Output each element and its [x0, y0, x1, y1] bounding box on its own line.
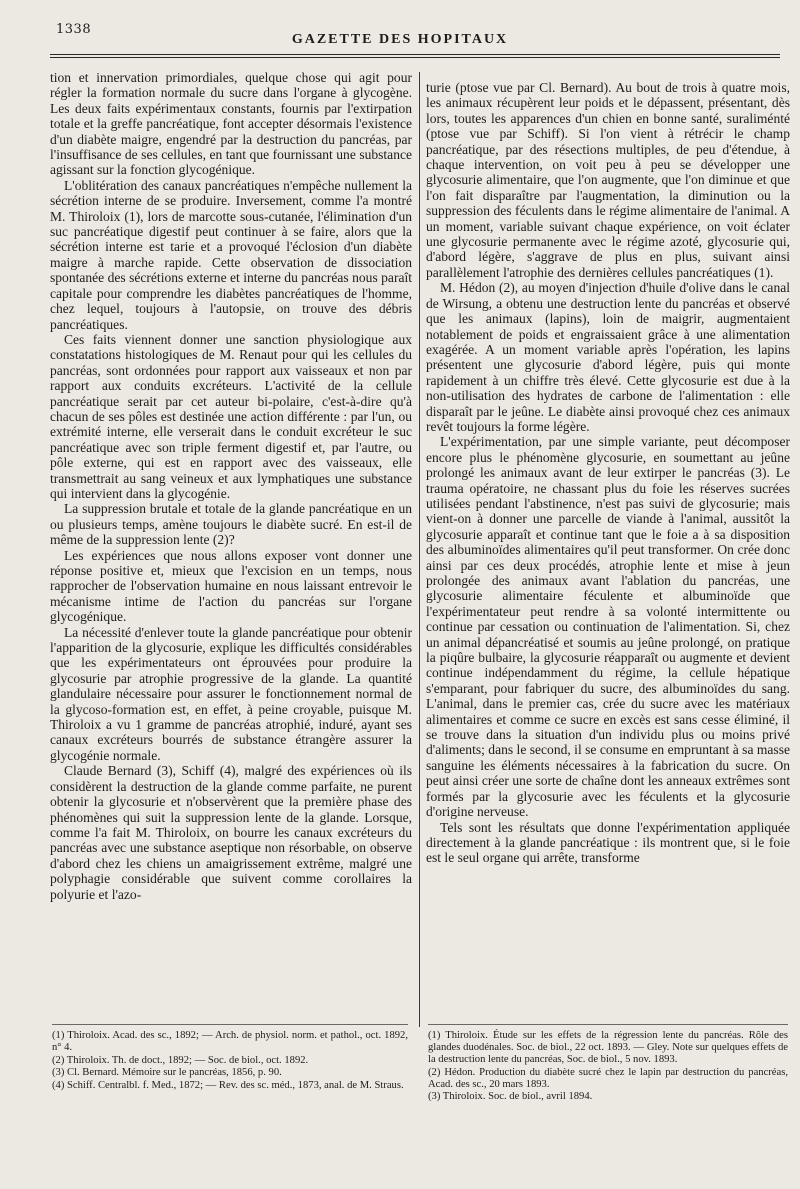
running-title: GAZETTE DES HOPITAUX: [291, 32, 509, 47]
paragraph: Claude Bernard (3), Schiff (4), malgré des expériences où ils considèrent la destruction de la glande comme parfaite, ne purent obtenir la glycosurie et n'observèrent que la première phase des phénomènes qui suit la suppression lente de la glande. Lorsque, comme l'a fait M. Thiroloix, on bourre les canaux excréteurs du pancréas avec une substance aseptique non résorbable, on observe d'abord chez les chiens un amaigrissement extrême, malgré une polyphagie considérable que suivent comme corollaires la polyurie et l'azo-: [50, 763, 412, 902]
paragraph: Les expériences que nous allons exposer vont donner une réponse positive et, mieux que l'excision en un temps, nous rapprocher de l'observation humaine en nous laissant entrevoir le mécanisme intime de l'action du pancréas sur l'organe glycogénique.: [50, 547, 412, 625]
paragraph: Ces faits viennent donner une sanction physiologique aux constatations histologiques de M. Renaut pour qui les cellules du pancréas, sont ordonnées pour rapport aux vaisseaux et non par rapport aux conduits excréteurs. L'activité de la cellule pancréatique serait par cet auteur bi-polaire, c'est-à-dire qu'à chacun de ses pôles est destinée une action différente : par l'un, ou extrémité interne, elle verserait dans le conduit excréteur le suc pancréatique avec son triple ferment digestif et, par l'autre, ou pôle externe, qui est en rapport avec des vaisseaux, elle transmettrait au sang veineux et aux lymphatiques une substance qui intervient dans la glycogénie.: [50, 331, 412, 501]
paragraph: Tels sont les résultats que donne l'expérimentation appliquée directement à la glande pancréatique : ils montrent que, si le foie est le seul organe qui arrête, transforme: [426, 819, 790, 866]
left-column: [50, 70, 412, 902]
footnote: (4) Schiff. Centralbl. f. Med., 1872; — Rev. des sc. méd., 1873, anal. de M. Straus.: [52, 1079, 404, 1091]
right-column: [426, 80, 790, 866]
paragraph: tion et innervation primordiales, quelque chose qui agit pour régler la formation normale du sucre dans l'organe à glycogène. Les deux faits expérimentaux constants, fournis par l'extirpation totale et la greffe pancréatique, font accepter désormais l'existence d'un diabète maigre, engendré par la destruction du pancréas, par l'insuffisance de ses cellules, en tant que fournissant une substance agissant sur la fonction glycogénique.: [50, 70, 412, 178]
footnote: (1) Thiroloix. Acad. des sc., 1892; — Arch. de physiol. norm. et pathol., oct. 1892, n° 4.: [52, 1030, 408, 1053]
footnote: (1) Thiroloix. Étude sur les effets de la régression lente du pancréas. Rôle des glandes duodénales. Soc. de biol., 22 oct. 1893. — Gley. Note sur quelques effets de la destruction lente du pancréas, Soc. de biol., 5 nov. 1893.: [428, 1030, 788, 1065]
header-rule: [50, 54, 780, 55]
left-footnotes: [52, 1030, 408, 1092]
paragraph: La nécessité d'enlever toute la glande pancréatique pour obtenir l'apparition de la glycosurie, explique les difficultés considérables que les expérimentateurs ont éprouvées pour produire la glycosurie par atrophie progressive de la glande. La quantité glandulaire nécessaire pour assurer le fonctionnement normal de la glycoso-formation est, en effet, à peine croyable, puisque M. Thiroloix a vu 1 gramme de pancréas atrophié, induré, ayant ses canaux excréteurs bourrés de substance étrangère assurer la glycogénie normale.: [50, 624, 412, 763]
paragraph: turie (ptose vue par Cl. Bernard). Au bout de trois à quatre mois, les animaux récupèrent leur poids et le dépassent, présentant, dès lors, toutes les apparences d'un chien en bonne santé, suraliménté (ptose vue par Schiff). Si l'on vient à rétrécir le champ pancréatique, par des résections multiples, de peu d'étendue, à chaque intervention, on voit peu à peu se développer une glycosurie alimentaire, que l'on augmente, que l'on diminue et que l'on fait disparaître par l'augmentation, la diminution ou la suppression des féculents dans le régime alimentaire de l'animal. A un moment, variable suivant chaque expérience, on voit éclater une glycosurie permanente avec le régime azoté, glycosurie qui, d'abord légère, s'aggrave de plus en plus, suivant ainsi parallèlement l'atrophie des dernières cellules pancréatiques (1).: [426, 80, 790, 280]
column-divider: [419, 72, 420, 1027]
footnote: (3) Cl. Bernard. Mémoire sur le pancréas, 1856, p. 90.: [52, 1067, 282, 1078]
page-number: 1338: [56, 22, 92, 37]
paragraph: M. Hédon (2), au moyen d'injection d'huile d'olive dans le canal de Wirsung, a obtenu une destruction lente du pancréas et observé que les animaux (lapins), loin de maigrir, augmentaient notablement de poids et engraissaient grâce à une alimentation exagérée. A un moment variable après l'opération, les lapins présentent une glycosurie d'abord légère, puis qui monte rapidement à un chiffre très élevé. Cette glycosurie est due à la non-utilisation des hydrates de carbone de l'alimentation : elle disparaît par le jeûne. Le diabète ainsi provoqué chez ces animaux revêt toujours la forme légère.: [426, 280, 790, 434]
paragraph: L'oblitération des canaux pancréatiques n'empêche nullement la sécrétion interne de se produire. Inversement, comme l'a montré M. Thiroloix (1), lors de marcotte sous-cutanée, l'élimination d'un suc pancréatique digestif peut continuer à se faire, alors que la sécrétion interne est tarie et a provoqué l'éclosion d'un diabète maigre à marche rapide. Cette observation de dissociation spontanée des sécrétions externe et interne du pancréas nous paraît capitale pour comprendre les diabètes pancréatiques de l'homme, chez lequel, toujours à l'autopsie, on trouve des débris pancréatiques.: [50, 177, 412, 332]
footnote: (2) Thiroloix. Th. de doct., 1892; — Soc. de biol., oct. 1892.: [52, 1054, 309, 1066]
paragraph: L'expérimentation, par une simple variante, peut décomposer encore plus le phénomène glycosurie, en soumettant au jeûne prolongé les animaux avant de leur extirper le pancréas (3). Le trauma opératoire, ne chassant plus du foie les réserves sucrées utilisées pendant l'abstinence, n'est pas suivi de glycosurie; mais vient-on à donner une parcelle de viande à l'animal, aussitôt la glycosurie apparaît et continue tant que le foie a à sa disposition des albuminoïdes alimentaires qu'il peut transformer. On crée donc ainsi par ces deux procédés, atrophie lente et mise à jeun prolongée des animaux avant l'ablation du pancréas, une glycosurie alimentaire féculente et albuminoïde que l'expérimentateur peut rendre à sa volonté intermittente ou continue par cessation ou continuation de l'alimentation. Si, chez un animal dépancréatisé et soumis au jeûne prolongé, on pratique la piqûre bulbaire, la glycosurie réapparaît ou augmente et devient continue indépendamment du régime, la cellule hépatique s'emparant, pour fabriquer du sucre, des albuminoïdes du sang. L'animal, dans le premier cas, crée du sucre avec les matériaux alimentaires et comme ce sucre en excès est sans cesse éliminé, il se trouve dans la situation d'un individu plus ou moins privé d'aliments; dans le second, il se consume en empruntant à sa masse sanguine les éléments nécessaires à la fabrication du sucre. On peut ainsi créer une sorte de chaîne dont les anneaux extrêmes sont formés par la glycosurie avec les féculents et la glycosurie d'origine nerveuse.: [426, 434, 790, 820]
right-footnotes: [428, 1030, 788, 1104]
footnote: (2) Hédon. Production du diabète sucré chez le lapin par destruction du pancréas, Acad. des sc., 20 mars 1893.: [428, 1066, 788, 1090]
header-rule-thin: [50, 57, 780, 58]
footnote-rule: [428, 1024, 788, 1025]
footnote: (3) Thiroloix. Soc. de biol., avril 1894.: [428, 1091, 593, 1102]
footnote-rule: [52, 1024, 408, 1025]
paragraph: La suppression brutale et totale de la glande pancréatique en un ou plusieurs temps, amène toujours le diabète sucré. En est-il de même de la suppression lente (2)?: [50, 501, 412, 548]
